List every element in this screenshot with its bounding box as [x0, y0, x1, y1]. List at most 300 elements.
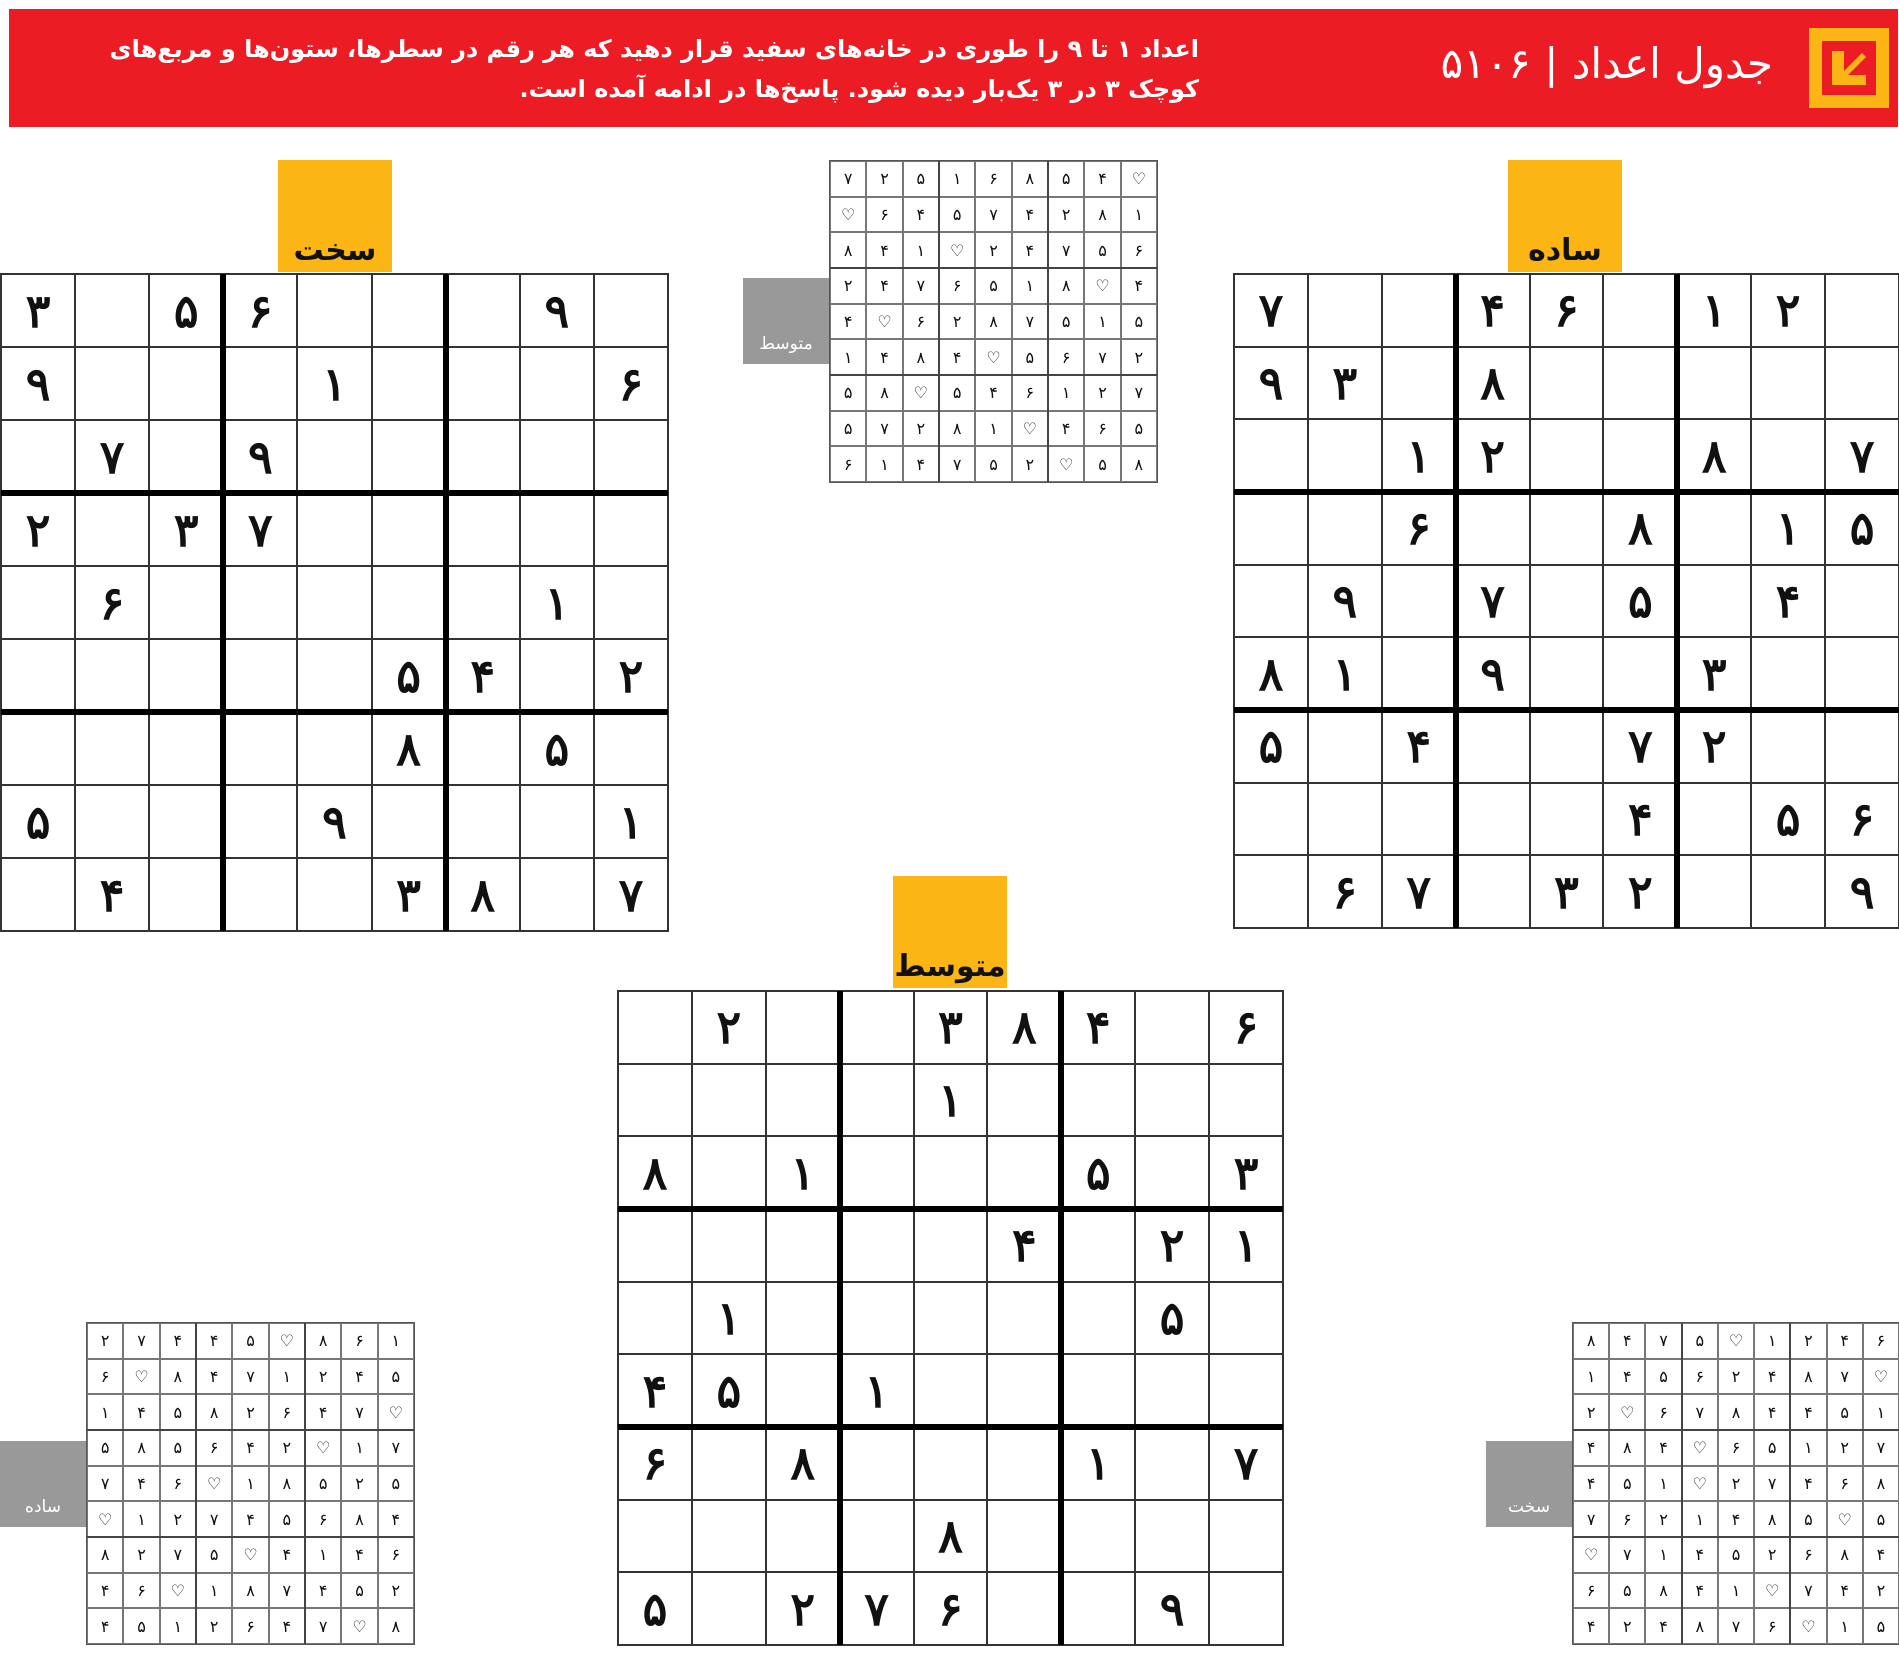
sudoku-cell[interactable] [594, 420, 668, 493]
answer-cell: ۴ [903, 446, 939, 482]
sudoku-cell[interactable] [149, 420, 223, 493]
sudoku-cell[interactable] [1, 566, 75, 639]
answer-cell: ۶ [269, 1394, 305, 1430]
sudoku-cell[interactable] [1530, 492, 1604, 565]
answer-cell: ۵ [87, 1430, 123, 1466]
sudoku-cell[interactable] [297, 858, 371, 931]
sudoku-cell[interactable] [1677, 565, 1751, 638]
sudoku-cell[interactable] [1751, 419, 1825, 492]
sudoku-cell[interactable] [840, 1209, 914, 1282]
sudoku-cell[interactable] [692, 1136, 766, 1209]
sudoku-cell[interactable] [766, 1064, 840, 1137]
sudoku-cell[interactable] [1825, 274, 1899, 347]
sudoku-cell[interactable] [1308, 710, 1382, 783]
sudoku-cell[interactable] [149, 712, 223, 785]
header-bar [9, 9, 1898, 127]
answer-cell: ۲ [866, 161, 902, 197]
sudoku-cell[interactable] [840, 1282, 914, 1355]
sudoku-cell: ۷ [1382, 855, 1456, 928]
answer-cell: ۷ [1645, 1323, 1681, 1359]
sudoku-cell[interactable] [75, 712, 149, 785]
sudoku-cell: ۸ [1677, 419, 1751, 492]
box-divider [87, 1536, 414, 1538]
sudoku-cell[interactable] [840, 991, 914, 1064]
answer-cell: ۵ [378, 1466, 414, 1502]
sudoku-cell: ۵ [1234, 710, 1308, 783]
sudoku-cell: ۹ [1135, 1572, 1209, 1645]
sudoku-cell[interactable] [1456, 783, 1530, 856]
answer-cell: ۷ [1790, 1573, 1826, 1609]
answer-cell: ۸ [341, 1501, 377, 1537]
sudoku-cell[interactable] [149, 566, 223, 639]
sudoku-cell[interactable] [1061, 1354, 1135, 1427]
sudoku-cell[interactable] [618, 1064, 692, 1137]
sudoku-cell: ۸ [914, 1500, 988, 1573]
sudoku-cell: ۹ [297, 785, 371, 858]
sudoku-cell[interactable] [1530, 637, 1604, 710]
answer-cell: ۸ [1121, 446, 1157, 482]
sudoku-cell[interactable] [1382, 274, 1456, 347]
sudoku-cell[interactable] [75, 274, 149, 347]
sudoku-cell[interactable] [223, 347, 297, 420]
level-tab-hard: سخت [278, 160, 392, 272]
answer-cell: ۶ [903, 304, 939, 340]
sudoku-cell[interactable] [297, 712, 371, 785]
sudoku-cell[interactable] [372, 347, 446, 420]
sudoku-cell: ۵ [1, 785, 75, 858]
sudoku-cell[interactable] [1308, 783, 1382, 856]
answer-cell: ۶ [975, 161, 1011, 197]
answer-cell: ۷ [1827, 1359, 1863, 1395]
sudoku-cell[interactable] [692, 1572, 766, 1645]
box-divider [1674, 274, 1680, 928]
sudoku-cell[interactable] [372, 785, 446, 858]
answer-cell: ♡ [1573, 1537, 1609, 1573]
answer-cell: ۸ [1790, 1359, 1826, 1395]
sudoku-cell[interactable] [297, 639, 371, 712]
sudoku-cell[interactable] [1751, 855, 1825, 928]
sudoku-cell[interactable] [1751, 637, 1825, 710]
sudoku-cell[interactable] [1382, 347, 1456, 420]
answer-cell: ۵ [160, 1394, 196, 1430]
answer-cell: ۶ [87, 1359, 123, 1395]
answer-cell: ۴ [1827, 1573, 1863, 1609]
sudoku-cell[interactable] [1825, 637, 1899, 710]
sudoku-cell[interactable] [1061, 1209, 1135, 1282]
sudoku-cell[interactable] [914, 1427, 988, 1500]
box-divider [220, 274, 226, 931]
sudoku-cell[interactable] [446, 785, 520, 858]
answer-cell: ۴ [903, 197, 939, 233]
sudoku-cell[interactable] [223, 858, 297, 931]
sudoku-cell[interactable] [75, 785, 149, 858]
sudoku-cell: ۲ [1603, 855, 1677, 928]
sudoku-cell[interactable] [1234, 855, 1308, 928]
sudoku-cell[interactable] [766, 1282, 840, 1355]
sudoku-cell: ۵ [1825, 492, 1899, 565]
sudoku-cell[interactable] [766, 991, 840, 1064]
sudoku-cell[interactable] [75, 493, 149, 566]
sudoku-cell[interactable] [914, 1354, 988, 1427]
sudoku-cell: ۹ [223, 420, 297, 493]
sudoku-cell[interactable] [1382, 565, 1456, 638]
sudoku-cell: ۳ [149, 493, 223, 566]
answer-cell: ۱ [1645, 1466, 1681, 1502]
sudoku-cell: ۴ [1061, 991, 1135, 1064]
sudoku-cell: ۸ [1234, 637, 1308, 710]
answer-cell: ۵ [305, 1466, 341, 1502]
sudoku-cell[interactable] [1530, 783, 1604, 856]
answer-cell: ۲ [196, 1608, 232, 1644]
sudoku-cell[interactable] [520, 493, 594, 566]
sudoku-cell[interactable] [446, 712, 520, 785]
sudoku-cell: ۳ [1530, 855, 1604, 928]
sudoku-cell[interactable] [1, 712, 75, 785]
sudoku-cell[interactable] [446, 566, 520, 639]
answer-cell: ۴ [196, 1359, 232, 1395]
sudoku-cell[interactable] [520, 347, 594, 420]
sudoku-cell[interactable] [446, 420, 520, 493]
sudoku-cell: ۸ [766, 1427, 840, 1500]
sudoku-cell[interactable] [914, 1136, 988, 1209]
sudoku-cell[interactable] [1751, 347, 1825, 420]
sudoku-cell[interactable] [1382, 783, 1456, 856]
sudoku-cell[interactable] [692, 1064, 766, 1137]
answer-cell: ۴ [1012, 197, 1048, 233]
answer-cell: ۶ [1645, 1394, 1681, 1430]
answer-cell: ۷ [1121, 375, 1157, 411]
sudoku-cell[interactable] [692, 1209, 766, 1282]
answer-cell: ۱ [123, 1501, 159, 1537]
answer-cell: ۴ [939, 339, 975, 375]
sudoku-cell[interactable] [1456, 855, 1530, 928]
answer-cell: ۵ [939, 197, 975, 233]
sudoku-cell: ۱ [520, 566, 594, 639]
sudoku-cell[interactable] [1209, 1354, 1283, 1427]
answer-cell: ۵ [1609, 1573, 1645, 1609]
sudoku-cell: ۹ [1234, 347, 1308, 420]
answer-grid-easy [86, 1322, 415, 1645]
answer-cell: ۴ [866, 339, 902, 375]
sudoku-cell[interactable] [1209, 1064, 1283, 1137]
sudoku-cell[interactable] [446, 274, 520, 347]
sudoku-cell[interactable] [840, 1427, 914, 1500]
answer-tab-easy: ساده [0, 1441, 86, 1527]
answer-cell: ۴ [1573, 1608, 1609, 1644]
sudoku-cell[interactable] [1603, 274, 1677, 347]
sudoku-cell[interactable] [1456, 492, 1530, 565]
sudoku-cell[interactable] [1677, 492, 1751, 565]
sudoku-cell: ۷ [1456, 565, 1530, 638]
answer-cell: ۲ [232, 1394, 268, 1430]
answer-cell: ۷ [830, 161, 866, 197]
sudoku-cell[interactable] [1234, 419, 1308, 492]
answer-cell: ۴ [232, 1501, 268, 1537]
answer-cell: ۲ [830, 268, 866, 304]
answer-cell: ۴ [975, 375, 1011, 411]
answer-cell: ۴ [87, 1573, 123, 1609]
sudoku-cell[interactable] [1, 639, 75, 712]
answer-cell: ♡ [1790, 1608, 1826, 1644]
sudoku-cell[interactable] [987, 1282, 1061, 1355]
answer-cell: ۵ [903, 161, 939, 197]
answer-cell: ۶ [1863, 1323, 1899, 1359]
sudoku-cell[interactable] [372, 420, 446, 493]
sudoku-cell[interactable] [1135, 1354, 1209, 1427]
answer-cell: ۷ [975, 197, 1011, 233]
answer-cell: ۲ [1754, 1537, 1790, 1573]
answer-cell: ۴ [341, 1359, 377, 1395]
sudoku-cell[interactable] [1530, 419, 1604, 492]
sudoku-cell[interactable] [372, 274, 446, 347]
answer-cell: ۵ [1121, 411, 1157, 447]
sudoku-cell[interactable] [594, 493, 668, 566]
sudoku-cell[interactable] [372, 493, 446, 566]
answer-cell: ۵ [1084, 446, 1120, 482]
answer-cell: ۵ [1084, 232, 1120, 268]
sudoku-cell[interactable] [372, 566, 446, 639]
answer-cell: ♡ [1084, 268, 1120, 304]
sudoku-cell[interactable] [1061, 1282, 1135, 1355]
sudoku-cell[interactable] [446, 493, 520, 566]
box-divider [304, 1323, 306, 1644]
answer-cell: ۴ [269, 1608, 305, 1644]
sudoku-cell: ۱ [840, 1354, 914, 1427]
sudoku-cell[interactable] [149, 347, 223, 420]
answer-cell: ۶ [1084, 411, 1120, 447]
box-divider [195, 1323, 197, 1644]
answer-cell: ۷ [269, 1573, 305, 1609]
sudoku-cell[interactable] [297, 274, 371, 347]
sudoku-cell[interactable] [1209, 1500, 1283, 1573]
sudoku-cell[interactable] [1677, 855, 1751, 928]
answer-cell: ۱ [341, 1430, 377, 1466]
sudoku-cell[interactable] [1234, 783, 1308, 856]
answer-cell: ۸ [1863, 1466, 1899, 1502]
sudoku-cell: ۶ [914, 1572, 988, 1645]
sudoku-cell[interactable] [1135, 1064, 1209, 1137]
sudoku-cell[interactable] [594, 274, 668, 347]
sudoku-cell: ۱ [1382, 419, 1456, 492]
answer-cell: ۴ [830, 304, 866, 340]
sudoku-medium [617, 990, 1284, 1646]
answer-cell: ۲ [903, 411, 939, 447]
sudoku-cell[interactable] [520, 639, 594, 712]
answer-cell: ۴ [1754, 1394, 1790, 1430]
sudoku-cell[interactable] [692, 1500, 766, 1573]
sudoku-cell[interactable] [987, 1500, 1061, 1573]
sudoku-cell: ۶ [1382, 492, 1456, 565]
sudoku-cell[interactable] [692, 1427, 766, 1500]
sudoku-cell: ۱ [692, 1282, 766, 1355]
sudoku-cell[interactable] [1456, 710, 1530, 783]
answer-cell: ۸ [1609, 1430, 1645, 1466]
sudoku-cell[interactable] [766, 1209, 840, 1282]
sudoku-cell: ۴ [1603, 783, 1677, 856]
sudoku-cell[interactable] [223, 712, 297, 785]
sudoku-cell[interactable] [1751, 710, 1825, 783]
answer-cell: ♡ [269, 1323, 305, 1359]
answer-tab-hard: سخت [1486, 1441, 1572, 1527]
sudoku-cell[interactable] [914, 1209, 988, 1282]
sudoku-cell[interactable] [1135, 991, 1209, 1064]
sudoku-cell: ۶ [75, 566, 149, 639]
sudoku-cell[interactable] [840, 1136, 914, 1209]
answer-cell: ♡ [1121, 161, 1157, 197]
sudoku-cell[interactable] [1234, 565, 1308, 638]
sudoku-cell: ۲ [1135, 1209, 1209, 1282]
sudoku-cell[interactable] [1308, 419, 1382, 492]
sudoku-cell[interactable] [1308, 492, 1382, 565]
sudoku-cell[interactable] [1209, 1572, 1283, 1645]
answer-cell: ♡ [866, 304, 902, 340]
sudoku-cell[interactable] [987, 1427, 1061, 1500]
answer-cell: ۲ [975, 232, 1011, 268]
answer-cell: ۶ [1754, 1608, 1790, 1644]
sudoku-cell: ۹ [520, 274, 594, 347]
answer-cell: ♡ [1609, 1394, 1645, 1430]
sudoku-cell[interactable] [766, 1354, 840, 1427]
sudoku-cell: ۱ [1308, 637, 1382, 710]
answer-cell: ۵ [341, 1573, 377, 1609]
sudoku-easy [1233, 273, 1899, 929]
sudoku-cell: ۶ [1209, 991, 1283, 1064]
answer-cell: ۵ [123, 1608, 159, 1644]
sudoku-cell[interactable] [149, 785, 223, 858]
sudoku-cell[interactable] [297, 566, 371, 639]
sudoku-cell: ۹ [1825, 855, 1899, 928]
sudoku-cell[interactable] [618, 1282, 692, 1355]
sudoku-cell: ۱ [1209, 1209, 1283, 1282]
sudoku-cell: ۱ [914, 1064, 988, 1137]
sudoku-cell[interactable] [149, 639, 223, 712]
answer-cell: ۲ [160, 1501, 196, 1537]
sudoku-cell[interactable] [1308, 274, 1382, 347]
answer-cell: ۵ [1609, 1466, 1645, 1502]
sudoku-cell[interactable] [1825, 565, 1899, 638]
answer-cell: ۷ [1863, 1430, 1899, 1466]
sudoku-cell[interactable] [840, 1500, 914, 1573]
level-tab-medium: متوسط [893, 876, 1007, 988]
sudoku-cell[interactable] [1825, 710, 1899, 783]
sudoku-cell[interactable] [1234, 492, 1308, 565]
sudoku-cell[interactable] [1825, 347, 1899, 420]
sudoku-cell[interactable] [1135, 1500, 1209, 1573]
level-tab-easy: ساده [1508, 160, 1622, 272]
sudoku-cell[interactable] [520, 858, 594, 931]
sudoku-cell[interactable] [1061, 1500, 1135, 1573]
answer-cell: ♡ [123, 1359, 159, 1395]
sudoku-cell[interactable] [1209, 1282, 1283, 1355]
sudoku-cell[interactable] [987, 1136, 1061, 1209]
sudoku-cell[interactable] [223, 566, 297, 639]
sudoku-cell[interactable] [1, 420, 75, 493]
sudoku-cell: ۵ [149, 274, 223, 347]
sudoku-cell: ۲ [1456, 419, 1530, 492]
answer-cell: ۱ [1863, 1394, 1899, 1430]
sudoku-cell[interactable] [914, 1282, 988, 1355]
sudoku-cell: ۴ [446, 639, 520, 712]
sudoku-cell: ۲ [1, 493, 75, 566]
sudoku-cell[interactable] [1530, 565, 1604, 638]
answer-cell: ۴ [1573, 1466, 1609, 1502]
sudoku-cell[interactable] [618, 1500, 692, 1573]
sudoku-cell[interactable] [1677, 347, 1751, 420]
box-divider [1573, 1536, 1899, 1538]
sudoku-cell: ۷ [1825, 419, 1899, 492]
answer-cell: ۴ [1790, 1466, 1826, 1502]
answer-cell: ۱ [1754, 1323, 1790, 1359]
sudoku-cell[interactable] [223, 785, 297, 858]
sudoku-cell[interactable] [1135, 1427, 1209, 1500]
answer-cell: ۸ [160, 1359, 196, 1395]
sudoku-cell[interactable] [1382, 637, 1456, 710]
sudoku-cell[interactable] [1061, 1572, 1135, 1645]
answer-cell: ۱ [1048, 375, 1084, 411]
sudoku-cell[interactable] [766, 1500, 840, 1573]
sudoku-cell[interactable] [75, 347, 149, 420]
sudoku-cell[interactable] [594, 712, 668, 785]
sudoku-cell[interactable] [446, 347, 520, 420]
answer-cell: ۱ [1827, 1608, 1863, 1644]
answer-cell: ۲ [1718, 1359, 1754, 1395]
sudoku-cell: ۸ [1603, 492, 1677, 565]
sudoku-cell: ۵ [618, 1572, 692, 1645]
answer-cell: ۸ [975, 304, 1011, 340]
answer-cell: ۱ [378, 1323, 414, 1359]
sudoku-cell[interactable] [987, 1064, 1061, 1137]
answer-cell: ۴ [1863, 1537, 1899, 1573]
sudoku-cell[interactable] [1530, 710, 1604, 783]
answer-cell: ۴ [160, 1323, 196, 1359]
answer-cell: ۴ [1718, 1501, 1754, 1537]
sudoku-cell[interactable] [223, 639, 297, 712]
sudoku-cell: ۷ [75, 420, 149, 493]
sudoku-cell[interactable] [1677, 783, 1751, 856]
sudoku-cell[interactable] [1, 858, 75, 931]
answer-cell: ۵ [160, 1430, 196, 1466]
answer-cell: ۵ [975, 268, 1011, 304]
answer-cell: ۸ [939, 411, 975, 447]
sudoku-cell[interactable] [1530, 347, 1604, 420]
answer-cell: ♡ [1718, 1323, 1754, 1359]
sudoku-cell[interactable] [840, 1064, 914, 1137]
sudoku-cell[interactable] [1135, 1136, 1209, 1209]
box-divider [1, 709, 668, 715]
sudoku-cell[interactable] [618, 1209, 692, 1282]
sudoku-cell[interactable] [1603, 419, 1677, 492]
sudoku-cell[interactable] [1061, 1064, 1135, 1137]
answer-cell: ۴ [305, 1573, 341, 1609]
sudoku-cell[interactable] [297, 493, 371, 566]
sudoku-cell[interactable] [520, 785, 594, 858]
answer-cell: ۷ [1012, 304, 1048, 340]
sudoku-cell[interactable] [297, 420, 371, 493]
sudoku-cell[interactable] [594, 566, 668, 639]
sudoku-cell: ۲ [1677, 710, 1751, 783]
sudoku-cell[interactable] [1603, 347, 1677, 420]
sudoku-cell[interactable] [75, 639, 149, 712]
answer-cell: ۸ [123, 1430, 159, 1466]
sudoku-cell[interactable] [618, 991, 692, 1064]
sudoku-cell[interactable] [520, 420, 594, 493]
sudoku-cell[interactable] [1603, 637, 1677, 710]
answer-cell: ۴ [866, 268, 902, 304]
sudoku-cell[interactable] [987, 1354, 1061, 1427]
sudoku-cell[interactable] [149, 858, 223, 931]
sudoku-cell[interactable] [987, 1572, 1061, 1645]
box-divider [87, 1429, 414, 1431]
